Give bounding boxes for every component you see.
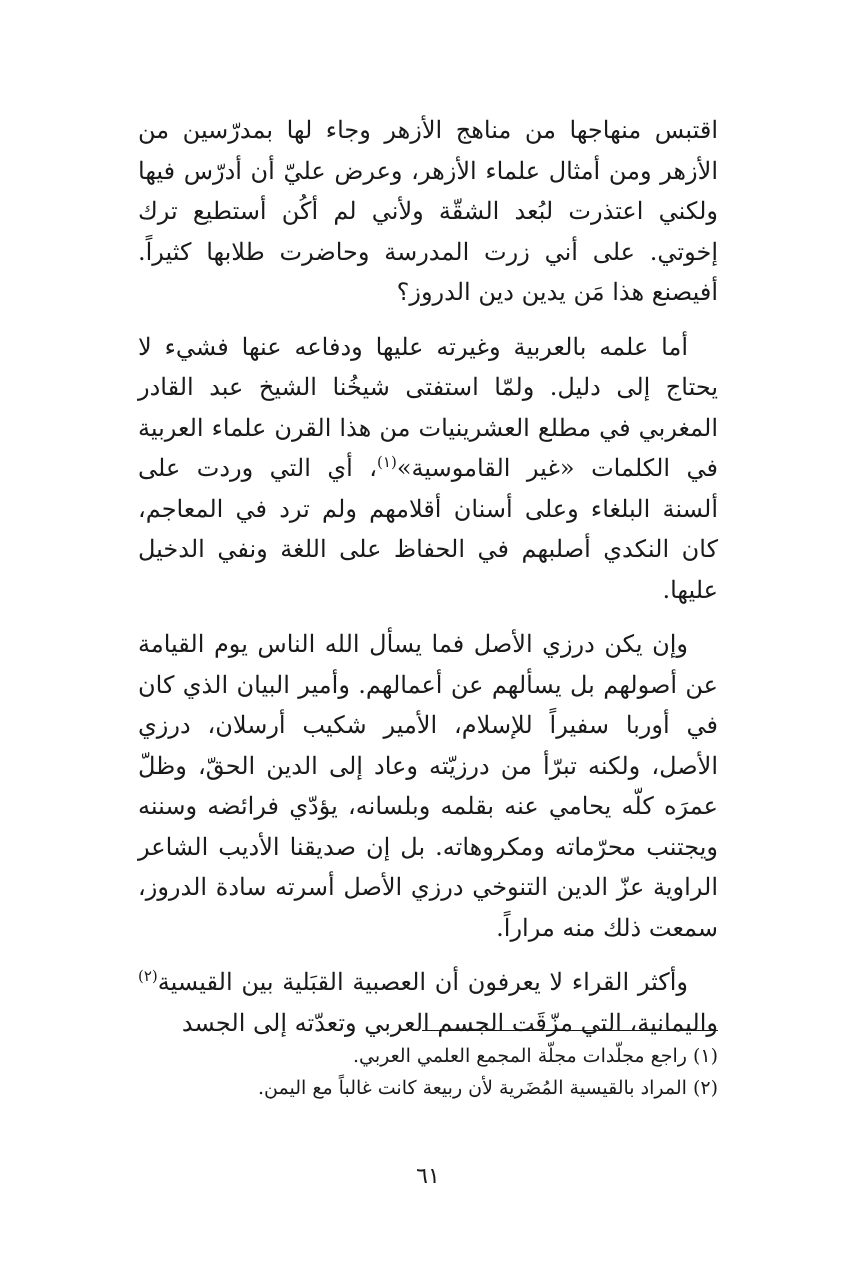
paragraph-2	[138, 327, 718, 611]
body-text	[138, 110, 718, 1043]
footnote-divider	[422, 1030, 718, 1031]
paragraph-4-text-before: وأكثر القراء لا يعرفون أن العصبية القبَلية بين القيسية	[157, 968, 688, 996]
footnote-ref-1: (١)	[377, 453, 397, 471]
footnotes	[138, 1040, 718, 1104]
footnote-2: (٢) المراد بالقيسية المُضَرية لأن ربيعة كانت غالباً مع اليمن.	[258, 1077, 718, 1099]
footnote-ref-2: (٢)	[138, 967, 158, 985]
paragraph-3: وإن يكن درزي الأصل فما يسأل الله الناس يوم القيامة عن أصولهم بل يسألهم عن أعمالهم. وأمير البيان الذي كان في أوربا سفيراً للإسلام، الأمير شكيب أرسلان، درزي الأصل، ولكنه تبرّأ من درزيّته وعاد إلى الدين الحقّ، وظلّ عمرَه كلّه يحامي عنه بقلمه وبلسانه، يؤدّي فرائضه وسننه ويجتنب محرّماته ومكروهاته. بل إن صديقنا الأديب الشاعر الراوية عزّ الدين التنوخي درزي الأصل أسرته سادة الدروز، سمعت ذلك منه مراراً.	[138, 630, 719, 942]
page-number: ٦١	[416, 1164, 440, 1189]
paragraph-2-text-after: ، أي التي وردت على ألسنة البلغاء وعلى أسنان أقلامهم ولم ترد في المعاجم، كان النكدي أصلبهم في الحفاظ على اللغة ونفي الدخيل عليها.	[138, 454, 718, 604]
paragraph-1: اقتبس منهاجها من مناهج الأزهر وجاء لها بمدرّسين من الأزهر ومن أمثال علماء الأزهر، وعرض عليّ أن أدرّس فيها ولكني اعتذرت لبُعد الشقّة ولأني لم أكُن أستطيع ترك إخوتي. على أني زرت المدرسة وحاضرت طلابها كثيراً. أفيصنع هذا مَن يدين دين الدروز؟	[138, 116, 718, 306]
paragraph-4-text-after: واليمانية، التي مزّقَت الجسم العربي وتعدّته إلى الجسد	[181, 1008, 718, 1037]
footnote-1: (١) راجع مجلّدات مجلّة المجمع العلمي العربي.	[352, 1045, 718, 1067]
paragraph-2-text-before: أما علمه بالعربية وغيرته عليها ودفاعه عنها فشيء لا يحتاج إلى دليل. ولمّا استفتى شيخُنا الشيخ عبد القادر المغربي في مطلع العشرينيات من هذا القرن علماء العربية في الكلمات «غير القاموسية»	[138, 332, 718, 482]
